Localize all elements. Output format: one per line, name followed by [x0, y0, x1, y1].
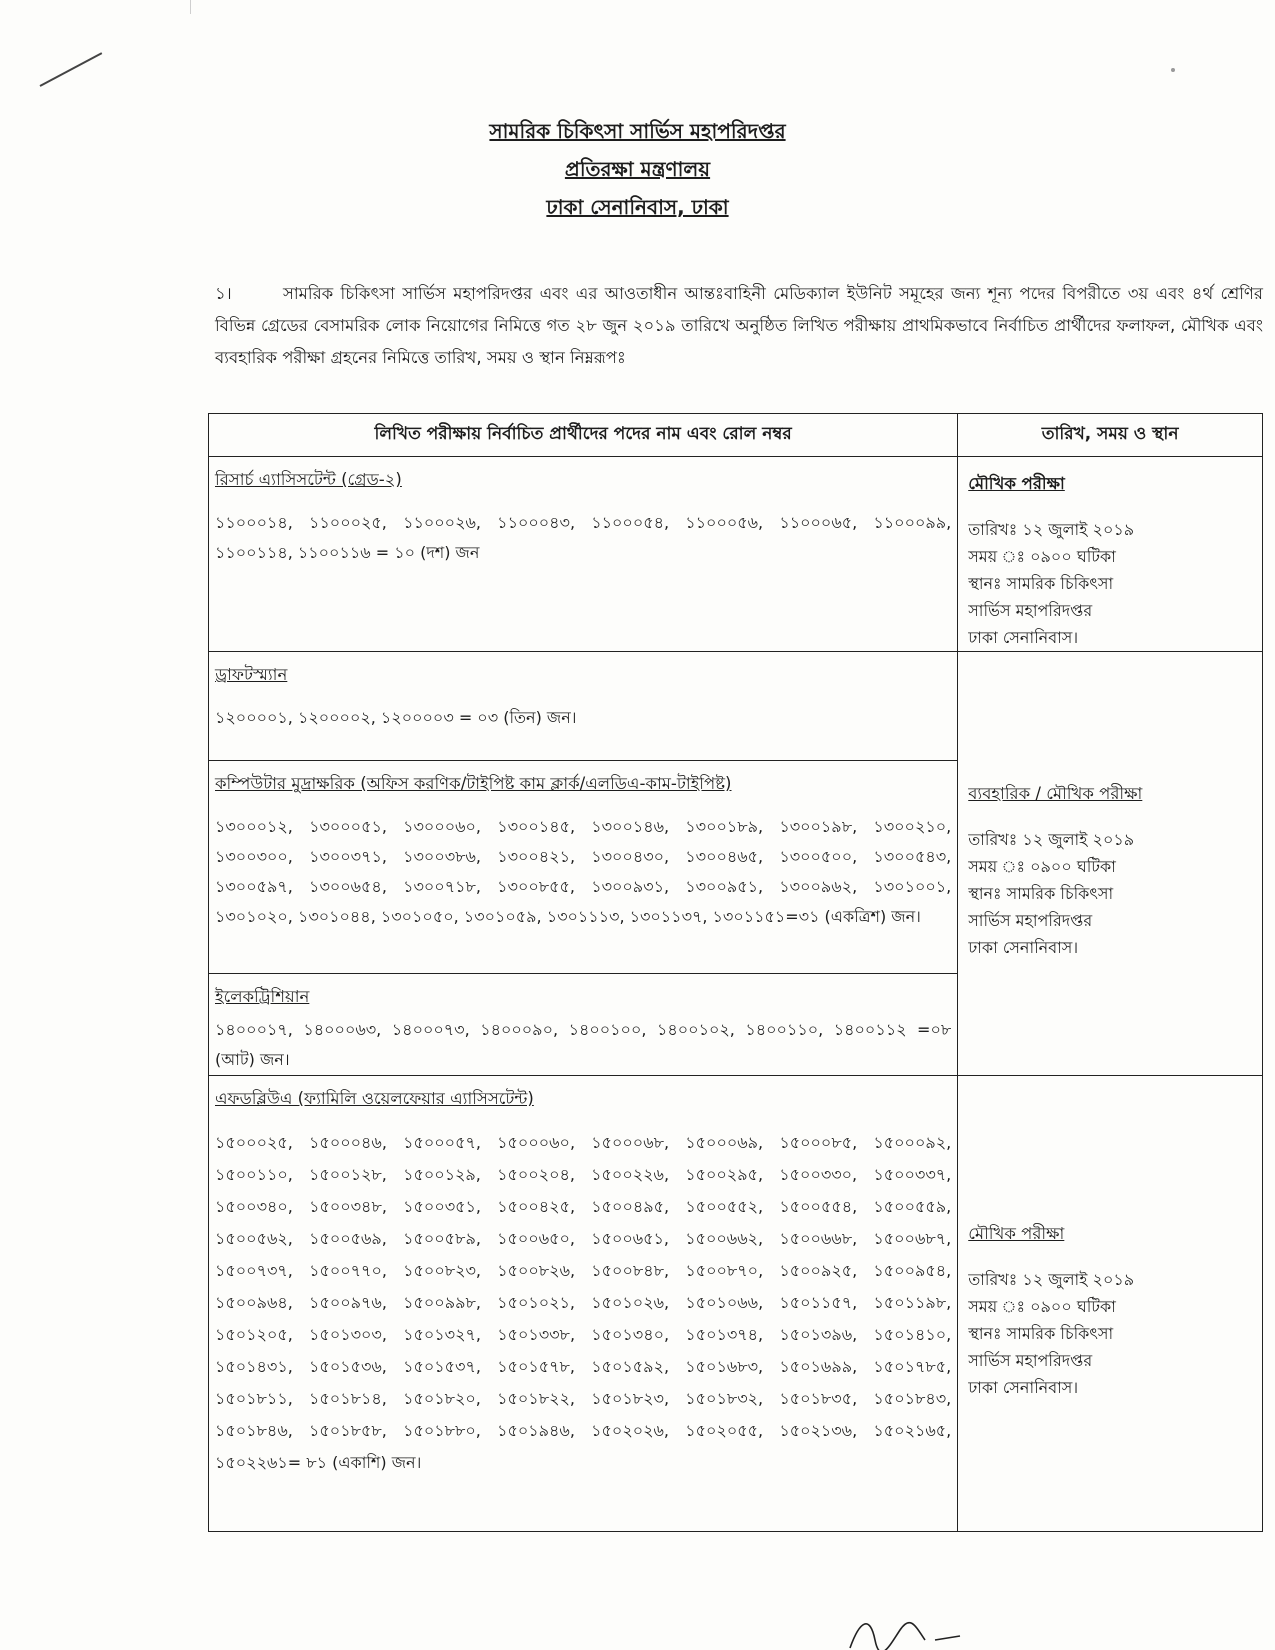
category-cell	[209, 1076, 958, 1532]
table-row	[209, 1076, 1263, 1532]
exam-title: মৌখিক পরীক্ষা	[968, 474, 1065, 493]
exam-info-cell	[958, 457, 1263, 652]
exam-title: ব্যবহারিক / মৌখিক পরীক্ষা	[968, 783, 1143, 803]
category-cell	[209, 652, 958, 761]
table-row	[209, 457, 1263, 652]
exam-time: সময় ঃ ০৯০০ ঘটিকা	[968, 1296, 1116, 1316]
category-cell	[209, 974, 958, 1076]
exam-place: ঢাকা সেনানিবাস।	[968, 628, 1079, 647]
table-header-row	[209, 414, 1263, 457]
exam-place: ঢাকা সেনানিবাস।	[968, 1377, 1079, 1397]
signature-mark	[845, 1610, 965, 1650]
exam-place: সার্ভিস মহাপরিদপ্তর	[968, 910, 1093, 930]
exam-info-cell	[958, 1076, 1263, 1532]
scan-speck	[1171, 68, 1175, 72]
exam-title: মৌখিক পরীক্ষা	[968, 1223, 1065, 1243]
exam-date: তারিখঃ ১২ জুলাই ২০১৯	[968, 1269, 1135, 1289]
paragraph-number: ১।	[215, 284, 232, 303]
header-post-and-roll: লিখিত পরীক্ষায় নির্বাচিত প্রার্থীদের পদের নাম এবং রোল নম্বর	[209, 414, 958, 457]
roll-numbers: ১৩০০০১২, ১৩০০০৫১, ১৩০০০৬০, ১৩০০১৪৫, ১৩০০১৪৬, ১৩০০১৮৯, ১৩০০১৯৮, ১৩০০২১০, ১৩০০৩০০, ১৩০০৩৭১, ১৩০০৩৮৬, ১৩০০৪২১, ১৩০০৪৩০, ১৩০০৪৬৫, ১৩০০৫০০, ১৩০০৫৪৩, ১৩০০৫৯৭, ১৩০০৬৫৪, ১৩০০৭১৮, ১৩০০৮৫৫, ১৩০০৯৩১, ১৩০০৯৫১, ১৩০০৯৬২, ১৩০১০০১, ১৩০১০২০, ১৩০১০৪৪, ১৩০১০৫০, ১৩০১০৫৯, ১৩০১১১৩, ১৩০১১৩৭, ১৩০১১৫১=৩১ (একত্রিশ) জন।	[215, 817, 952, 926]
exam-time: সময় ঃ ০৯০০ ঘটিকা	[968, 856, 1116, 876]
category-title: কম্পিউটার মুদ্রাক্ষরিক (অফিস করণিক/টাইপিষ্ট কাম ক্লার্ক/এলডিএ-কাম-টাইপিষ্ট)	[215, 774, 732, 793]
exam-place: স্থানঃ সামরিক চিকিৎসা	[968, 883, 1114, 903]
roll-numbers: ১৪০০০১৭, ১৪০০০৬৩, ১৪০০০৭৩, ১৪০০০৯০, ১৪০০১০০, ১৪০০১০২, ১৪০০১১০, ১৪০০১১২ =০৮ (আট) জন।	[215, 1020, 952, 1069]
roll-numbers: ১২০০০০১, ১২০০০০২, ১২০০০০৩ = ০৩ (তিন) জন।	[215, 708, 577, 727]
exam-date: তারিখঃ ১২ জুলাই ২০১৯	[968, 829, 1135, 849]
category-title: রিসার্চ এ্যাসিসটেন্ট (গ্রেড-২)	[215, 470, 402, 489]
category-title: ড্রাফটস্ম্যান	[215, 665, 288, 684]
category-title: এফডব্লিউএ (ফ্যামিলি ওয়েলফেয়ার এ্যাসিসটেন্ট)	[215, 1089, 534, 1108]
table-row	[209, 652, 1263, 761]
fold-mark	[190, 0, 191, 14]
category-cell	[209, 761, 958, 974]
intro-text: সামরিক চিকিৎসা সার্ভিস মহাপরিদপ্তর এবং এর আওতাধীন আন্তঃবাহিনী মেডিক্যাল ইউনিট সমূহের জন্য শূন্য পদের বিপরীতে ৩য় এবং ৪র্থ শ্রেণির বিভিন্ন গ্রেডের বেসামরিক লোক নিয়োগের নিমিত্তে গত ২৮ জুন ২০১৯ তারিখে অনুষ্ঠিত লিখিত পরীক্ষায় প্রাথমিকভাবে নির্বাচিত প্রার্থীদের ফলাফল, মৌখিক এবং ব্যবহারিক পরীক্ষা গ্রহনের নিমিত্তে তারিখ, সময় ও স্থান নিম্নরূপঃ	[215, 284, 1263, 367]
results-table	[208, 413, 1263, 1532]
header-date-time-place: তারিখ, সময় ও স্থান	[958, 414, 1263, 457]
exam-date: তারিখঃ ১২ জুলাই ২০১৯	[968, 520, 1135, 539]
document-header	[0, 112, 1275, 226]
exam-place: সার্ভিস মহাপরিদপ্তর	[968, 601, 1093, 620]
exam-place: ঢাকা সেনানিবাস।	[968, 937, 1079, 957]
header-office: সামরিক চিকিৎসা সার্ভিস মহাপরিদপ্তর	[489, 119, 786, 143]
header-ministry: প্রতিরক্ষা মন্ত্রণালয়	[564, 157, 711, 181]
exam-info-cell	[958, 652, 1263, 1076]
pen-stroke-mark	[40, 52, 103, 87]
exam-place: স্থানঃ সামরিক চিকিৎসা	[968, 574, 1114, 593]
intro-paragraph	[215, 278, 1263, 374]
exam-details	[968, 1266, 1252, 1401]
roll-numbers: ১৫০০০২৫, ১৫০০০৪৬, ১৫০০০৫৭, ১৫০০০৬০, ১৫০০০৬৮, ১৫০০০৬৯, ১৫০০০৮৫, ১৫০০০৯২, ১৫০০১১০, ১৫০০১২৮, ১৫০০১২৯, ১৫০০২০৪, ১৫০০২২৬, ১৫০০২৯৫, ১৫০০৩৩০, ১৫০০৩৩৭, ১৫০০৩৪০, ১৫০০৩৪৮, ১৫০০৩৫১, ১৫০০৪২৫, ১৫০০৪৯৫, ১৫০০৫৫২, ১৫০০৫৫৪, ১৫০০৫৫৯, ১৫০০৫৬২, ১৫০০৫৬৯, ১৫০০৫৮৯, ১৫০০৬৫০, ১৫০০৬৫১, ১৫০০৬৬২, ১৫০০৬৬৮, ১৫০০৬৮৭, ১৫০০৭৩৭, ১৫০০৭৭০, ১৫০০৮২৩, ১৫০০৮২৬, ১৫০০৮৪৮, ১৫০০৮৭০, ১৫০০৯২৫, ১৫০০৯৫৪, ১৫০০৯৬৪, ১৫০০৯৭৬, ১৫০০৯৯৮, ১৫০১০২১, ১৫০১০২৬, ১৫০১০৬৬, ১৫০১১৫৭, ১৫০১১৯৮, ১৫০১২০৫, ১৫০১৩০৩, ১৫০১৩২৭, ১৫০১৩৩৮, ১৫০১৩৪০, ১৫০১৩৭৪, ১৫০১৩৯৬, ১৫০১৪১০, ১৫০১৪৩১, ১৫০১৫৩৬, ১৫০১৫৩৭, ১৫০১৫৭৮, ১৫০১৫৯২, ১৫০১৬৮৩, ১৫০১৬৯৯, ১৫০১৭৮৫, ১৫০১৮১১, ১৫০১৮১৪, ১৫০১৮২০, ১৫০১৮২২, ১৫০১৮২৩, ১৫০১৮৩২, ১৫০১৮৩৫, ১৫০১৮৪৩, ১৫০১৮৪৬, ১৫০১৮৫৮, ১৫০১৮৮০, ১৫০১৯৪৬, ১৫০২০২৬, ১৫০২০৫৫, ১৫০২১৩৬, ১৫০২১৬৫, ১৫০২২৬১= ৮১ (একাশি) জন।	[215, 1133, 952, 1472]
header-location: ঢাকা সেনানিবাস, ঢাকা	[546, 195, 729, 219]
exam-place: সার্ভিস মহাপরিদপ্তর	[968, 1350, 1093, 1370]
category-cell	[209, 457, 958, 652]
exam-time: সময় ঃ ০৯০০ ঘটিকা	[968, 547, 1116, 566]
category-title: ইলেকট্রিশিয়ান	[215, 987, 310, 1006]
roll-numbers: ১১০০০১৪, ১১০০০২৫, ১১০০০২৬, ১১০০০৪৩, ১১০০০৫৪, ১১০০০৫৬, ১১০০০৬৫, ১১০০০৯৯, ১১০০১১৪, ১১০০১১৬ = ১০ (দশ) জন	[215, 513, 952, 562]
exam-place: স্থানঃ সামরিক চিকিৎসা	[968, 1323, 1114, 1343]
exam-details	[968, 826, 1252, 961]
exam-details	[968, 516, 1252, 651]
